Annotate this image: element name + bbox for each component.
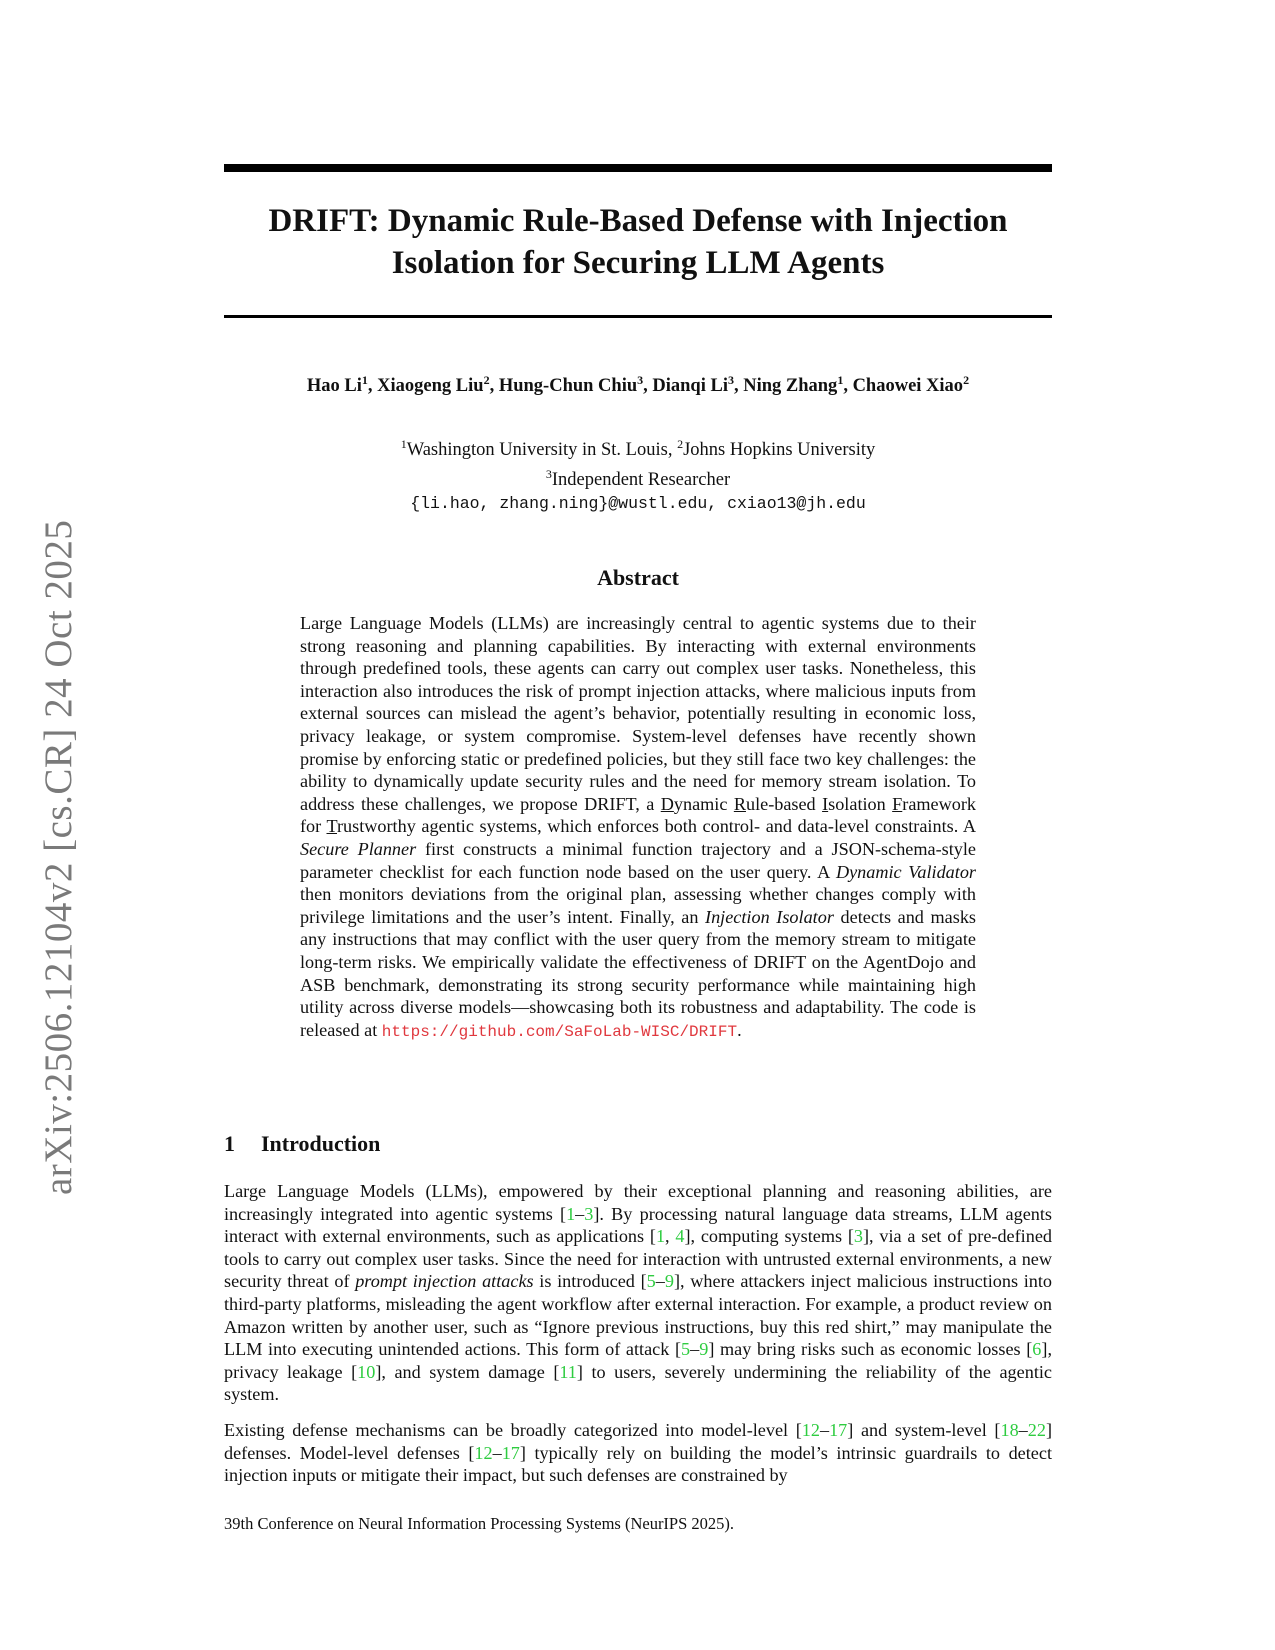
author: Xiaogeng Liu [377, 376, 484, 397]
text-segment: ], privacy leakage [ [224, 1339, 1052, 1382]
citation-link[interactable]: 12 [801, 1420, 820, 1440]
author-affiliation-mark: 2 [483, 373, 490, 387]
section-number: 1 [224, 1131, 235, 1156]
abstract-segment: solation [828, 793, 893, 814]
section-heading-introduction [224, 1131, 380, 1157]
citation-link[interactable]: 22 [1027, 1420, 1046, 1440]
citation-link[interactable]: 3 [584, 1203, 594, 1224]
acronym-letter: F [892, 793, 903, 814]
affiliation-line-2 [200, 462, 1076, 492]
affiliation-mark: 1 [400, 437, 407, 451]
text-segment: – [575, 1203, 585, 1224]
title-line-1: DRIFT: Dynamic Rule-Based Defense with Injection [268, 203, 1008, 239]
affiliations [200, 432, 1076, 516]
citation-link[interactable]: 17 [501, 1442, 520, 1463]
citation-link[interactable]: 6 [1032, 1339, 1042, 1360]
author-affiliation-mark: 3 [727, 373, 734, 387]
text-segment: Large Language Models (LLMs), empowered by their exceptional planning and reasoning abilities, are increasingly integrated into agentic systems [ [224, 1181, 1052, 1224]
arxiv-stamp: arXiv:2506.12104v2 [cs.CR] 24 Oct 2025 [37, 519, 80, 1195]
abstract-segment: then monitors deviations from the original plan, assessing whether changes comply with privilege limitations and the user’s intent. Finally, an [300, 884, 976, 927]
text-segment: ], and system damage [ [375, 1361, 560, 1382]
abstract-heading: Abstract [597, 565, 679, 590]
abstract-segment: . [737, 1019, 742, 1040]
acronym-letter: I [822, 793, 829, 814]
author-affiliation-mark: 1 [837, 373, 844, 387]
text-segment: – [1018, 1420, 1028, 1440]
citation-link[interactable]: 11 [559, 1361, 577, 1382]
abstract-segment: detects and masks any instructions that may conflict with the user query from the memory stream to mitigate long-term risks. We empirically validate the effectiveness of DRIFT on the AgentDojo and ASB benchmark, demonstrating its strong security performance while maintaining high utility across diverse models—showcasing both its robustness and adaptability. The code is released at [300, 906, 976, 1040]
author: Hung-Chun Chiu [498, 376, 638, 397]
code-url-link[interactable]: https://github.com/SaFoLab-WISC/DRIFT [381, 1022, 738, 1041]
text-segment: ], computing systems [ [684, 1226, 854, 1247]
author-affiliation-mark: 3 [637, 373, 644, 387]
affiliation-2: Johns Hopkins University [683, 440, 876, 461]
citation-link[interactable]: 10 [357, 1361, 376, 1382]
text-segment: ] typically rely on building the model’s intrinsic guardrails to detect injection inputs or mitigate their impact, but such defenses are constrained by [224, 1442, 1052, 1486]
abstract-segment: ule-based [745, 793, 823, 814]
term-injection-isolator: Injection Isolator [705, 906, 834, 927]
affiliation-3: Independent Researcher [551, 470, 731, 491]
title-rule-bottom [224, 315, 1052, 318]
abstract-segment: rustworthy agentic systems, which enforces both control- and data-level constraints. A [336, 816, 976, 837]
citation-link[interactable]: 1 [566, 1203, 576, 1224]
affiliation-mark: 2 [677, 437, 684, 451]
acronym-letter: R [733, 793, 746, 814]
author: Hao Li [306, 376, 362, 397]
citation-link[interactable]: 18 [1000, 1420, 1019, 1440]
author: Dianqi Li [652, 376, 728, 397]
title-rule-top [224, 164, 1052, 172]
affiliation-1: Washington University in St. Louis, [406, 440, 678, 461]
citation-link[interactable]: 5 [646, 1271, 656, 1292]
citation-link[interactable]: 4 [675, 1226, 685, 1247]
text-segment: is introduced [ [533, 1271, 647, 1292]
text-segment: ] defenses. Model-level defenses [ [224, 1420, 1053, 1463]
citation-link[interactable]: 3 [853, 1226, 863, 1247]
acronym-letter: T [326, 816, 337, 837]
abstract-segment: Large Language Models (LLMs) are increasingly central to agentic systems due to their strong reasoning and planning capabilities. By interacting with external environments through predefined tools, these agents can carry out complex user tasks. Nonetheless, this interaction also introduces the risk of prompt injection attacks, where malicious inputs from external sources can mislead the agent’s behavior, potentially resulting in economic loss, privacy leakage, or system compromise. System-level defenses have recently shown promise by enforcing static or predefined policies, but they still face two key challenges: the ability to dynamically update security rules and the need for memory stream isolation. To address these challenges, we propose DRIFT, a [300, 613, 976, 814]
term-secure-planner: Secure Planner [300, 838, 417, 859]
citation-link[interactable]: 9 [664, 1271, 674, 1292]
intro-paragraph-2 [224, 1419, 1052, 1487]
title-line-2: Isolation for Securing LLM Agents [391, 245, 885, 281]
abstract-segment: ynamic [673, 793, 734, 814]
term-prompt-injection: prompt injection attacks [355, 1271, 534, 1292]
contact-email: {li.hao, zhang.ning}@wustl.edu, cxiao13@jh.edu [410, 494, 866, 514]
author: Chaowei Xiao [852, 376, 964, 397]
term-dynamic-validator: Dynamic Validator [835, 861, 977, 882]
affiliation-mark: 3 [545, 467, 552, 482]
citation-link[interactable]: 9 [699, 1339, 709, 1360]
text-segment: ] may bring risks such as economic losses [ [708, 1339, 1033, 1360]
text-segment: , [665, 1226, 676, 1247]
text-segment: ] and system-level [ [847, 1420, 1001, 1440]
citation-link[interactable]: 5 [681, 1339, 691, 1360]
abstract-segment: first constructs a minimal function trajectory and a JSON-schema-style parameter checklist for each function node based on the user query. A [300, 838, 976, 882]
author: Ning Zhang [743, 376, 838, 397]
abstract-text [300, 612, 976, 1043]
text-segment: Existing defense mechanisms can be broadly categorized into model-level [ [224, 1420, 802, 1440]
section-title: Introduction [261, 1131, 381, 1156]
acronym-letter: D [660, 793, 674, 814]
text-segment: ]. By processing natural language data streams, LLM agents interact with external environments, such as applications [ [224, 1203, 1052, 1247]
text-segment: ], where attackers inject malicious instructions into third-party platforms, misleading the agent workflow after external interaction. For example, a product review on Amazon written by another user, such as “Ignore previous instructions, buy this red shirt,” may manipulate the LLM into executing unintended actions. This form of attack [ [224, 1271, 1053, 1360]
affiliation-line-1 [200, 432, 1076, 462]
citation-link[interactable]: 17 [829, 1420, 848, 1440]
text-segment: ], via a set of pre-defined tools to carry out complex user tasks. Since the need for interaction with untrusted external environments, a new security threat of [224, 1226, 1052, 1292]
intro-paragraph-1 [224, 1180, 1052, 1406]
citation-link[interactable]: 1 [655, 1226, 666, 1247]
text-segment: – [819, 1420, 830, 1440]
author-affiliation-mark: 1 [361, 373, 368, 387]
author-affiliation-mark: 2 [963, 373, 970, 387]
author-list: Hao Li$^1$, Xiaogeng Liu$^2$, Hung-Chun Chiu$^3$, Dianqi Li$^3$, Ning Zhang$^1$, Chaowei Xiao$^2$ [306, 373, 970, 397]
text-segment: – [492, 1442, 502, 1463]
citation-link[interactable]: 12 [474, 1442, 493, 1463]
abstract-segment: ramework for [300, 793, 977, 837]
text-segment: – [690, 1339, 700, 1360]
text-segment: ] to users, severely undermining the reliability of the agentic system. [224, 1361, 1052, 1405]
conference-footnote: 39th Conference on Neural Information Processing Systems (NeurIPS 2025). [224, 1514, 735, 1533]
paper-title [200, 200, 1076, 284]
text-segment: – [655, 1271, 665, 1292]
